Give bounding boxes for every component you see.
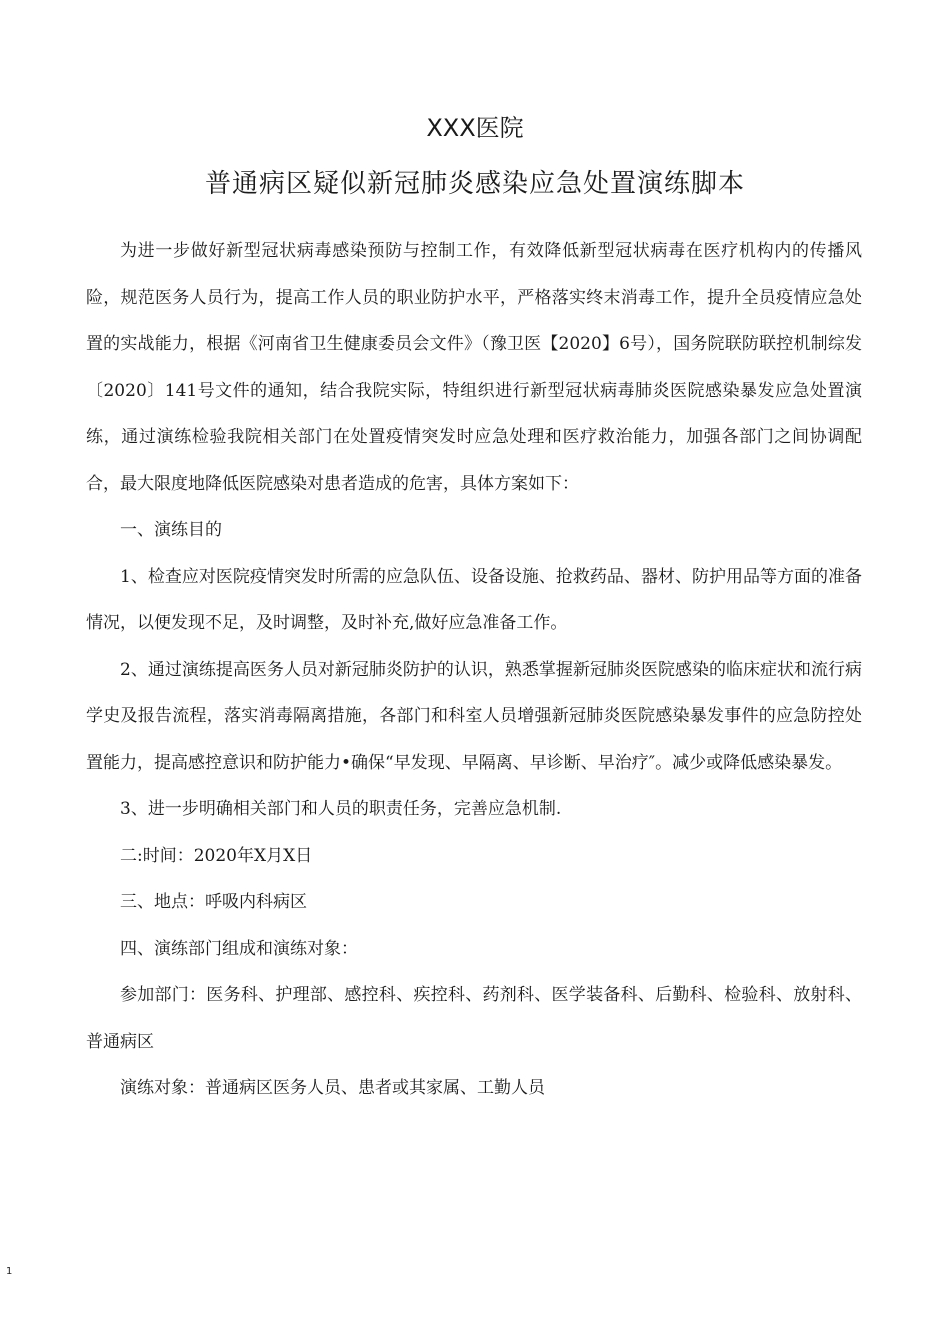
intro-paragraph: 为进一步做好新型冠状病毒感染预防与控制工作，有效降低新型冠状病毒在医疗机构内的传播风险，规范医务人员行为，提高工作人员的职业防护水平，严格落实终末消毒工作，提升全员疫情应急处置的实战能力，根据《河南省卫生健康委员会文件》（豫卫医【2020】6号），国务院联防联控机制综发〔2020〕141号文件的通知，结合我院实际，特组织进行新型冠状病毒肺炎医院感染暴发应急处置演练，通过演练检验我院相关部门在处置疫情突发时应急处理和医疗救治能力，加强各部门之间协调配合，最大限度地降低医院感染对患者造成的危害，具体方案如下： bbox=[86, 241, 862, 494]
section-time: 二:时间：2020年X月X日 bbox=[120, 845, 313, 866]
purpose-item-3: 3、进一步明确相关部门和人员的职责任务，完善应急机制. bbox=[120, 799, 562, 819]
participating-departments: 参加部门：医务科、护理部、感控科、疾控科、药剂科、医学装备科、后勤科、检验科、放射科、普通病区 bbox=[86, 985, 862, 1052]
document-body bbox=[86, 228, 862, 1112]
hospital-name-title: XXX医院 bbox=[426, 114, 524, 142]
section-location: 三、地点：呼吸内科病区 bbox=[120, 892, 307, 912]
document-title: 普通病区疑似新冠肺炎感染应急处置演练脚本 bbox=[204, 169, 745, 199]
section-heading-participants: 四、演练部门组成和演练对象： bbox=[120, 938, 358, 959]
section-heading-purpose: 一、演练目的 bbox=[120, 520, 222, 540]
purpose-item-2: 2、通过演练提高医务人员对新冠肺炎防护的认识，熟悉掌握新冠肺炎医院感染的临床症状和流行病学史及报告流程，落实消毒隔离措施，各部门和科室人员增强新冠肺炎医院感染暴发事件的应急防控处置能力，提高感控意识和防护能力•确保“早发现、早隔离、早诊断、早治疗″。减少或降低感染暴发。 bbox=[86, 659, 862, 773]
purpose-item-1: 1、检查应对医院疫情突发时所需的应急队伍、设备设施、抢救药品、器材、防护用品等方面的准备情况，以便发现不足，及时调整，及时补充,做好应急准备工作。 bbox=[86, 566, 862, 633]
page-number: 1 bbox=[6, 1266, 13, 1277]
drill-targets: 演练对象：普通病区医务人员、患者或其家属、工勤人员 bbox=[120, 1078, 545, 1098]
